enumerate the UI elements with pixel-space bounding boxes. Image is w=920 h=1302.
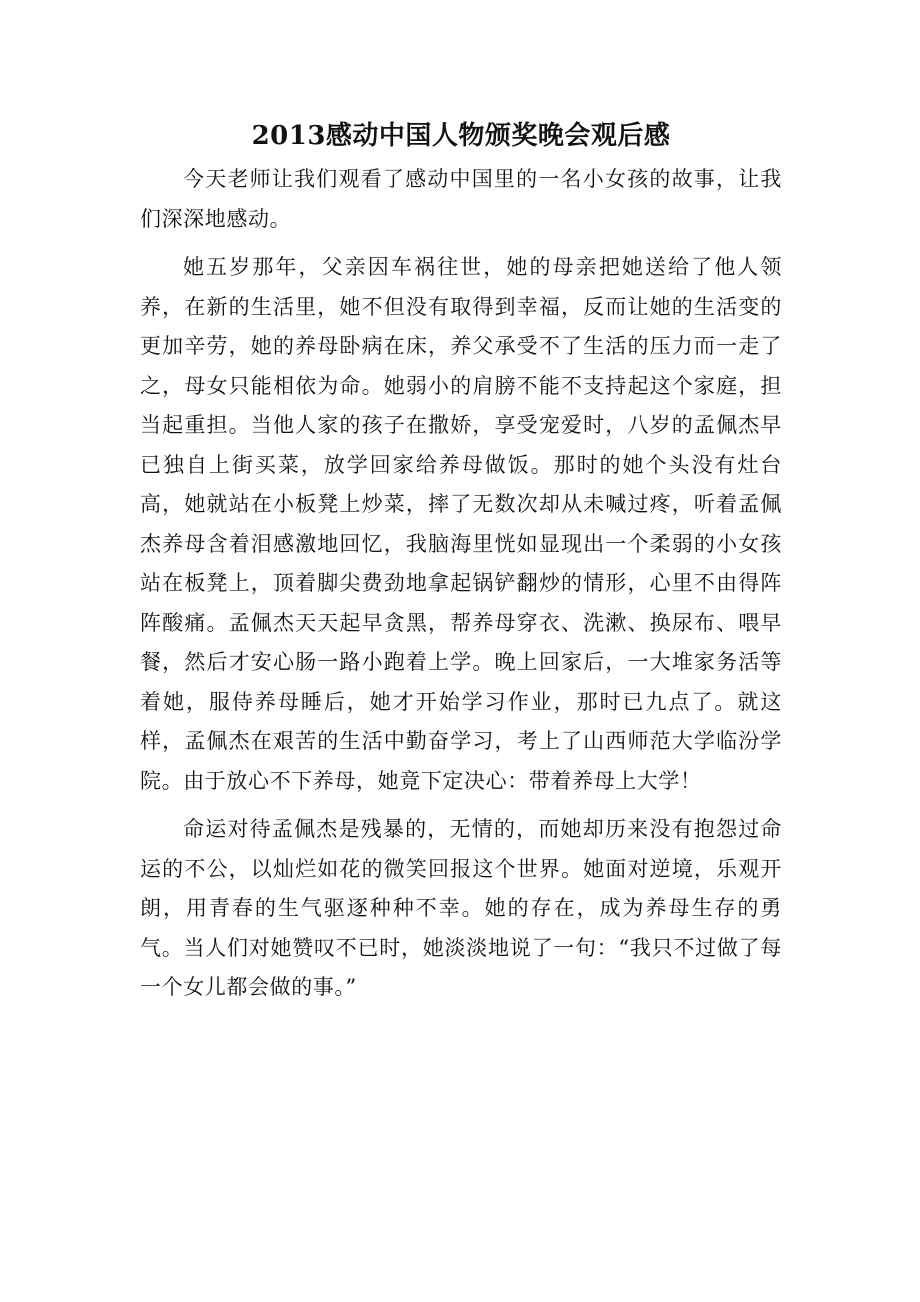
document-body xyxy=(140,112,782,1017)
paragraph-intro: 今天老师让我们观看了感动中国里的一名小女孩的故事，让我们深深地感动。 xyxy=(140,167,782,231)
paragraph-story: 她五岁那年，父亲因车祸往世，她的母亲把她送给了他人领养，在新的生活里，她不但没有取得到幸福，反而让她的生活变的更加辛劳，她的养母卧病在床，养父承受不了生活的压力而一走了之，母女只能相依为命。她弱小的肩膀不能不支持起这个家庭，担当起重担。当他人家的孩子在撒娇，享受宠爱时，八岁的孟佩杰早已独自上街买菜，放学回家给养母做饭。那时的她个头没有灶台高，她就站在小板凳上炒菜，摔了无数次却从未喊过疼，听着孟佩杰养母含着泪感激地回忆，我脑海里恍如显现出一个柔弱的小女孩站在板凳上，顶着脚尖费劲地拿起锅铲翻炒的情形，心里不由得阵阵酸痛。孟佩杰天天起早贪黑，帮养母穿衣、洗漱、换尿布、喂早餐，然后才安心肠一路小跑着上学。晚上回家后，一大堆家务活等着她，服侍养母睡后，她才开始学习作业，那时已九点了。就这样，孟佩杰在艰苦的生活中勤奋学习，考上了山西师范大学临汾学院。由于放心不下养母，她竟下定决心：带着养母上大学！ xyxy=(140,255,782,793)
document-title: 2013感动中国人物颁奖晚会观后感 xyxy=(251,121,671,151)
paragraph-conclusion: 命运对待孟佩杰是残暴的，无情的，而她却历来没有抱怨过命运的不公，以灿烂如花的微笑回报这个世界。她面对逆境，乐观开朗，用青春的生气驱逐种种不幸。她的存在，成为养母生存的勇气。当人们对她赞叹不已时，她淡淡地说了一句：“我只不过做了每一个女儿都会做的事。” xyxy=(140,817,782,999)
